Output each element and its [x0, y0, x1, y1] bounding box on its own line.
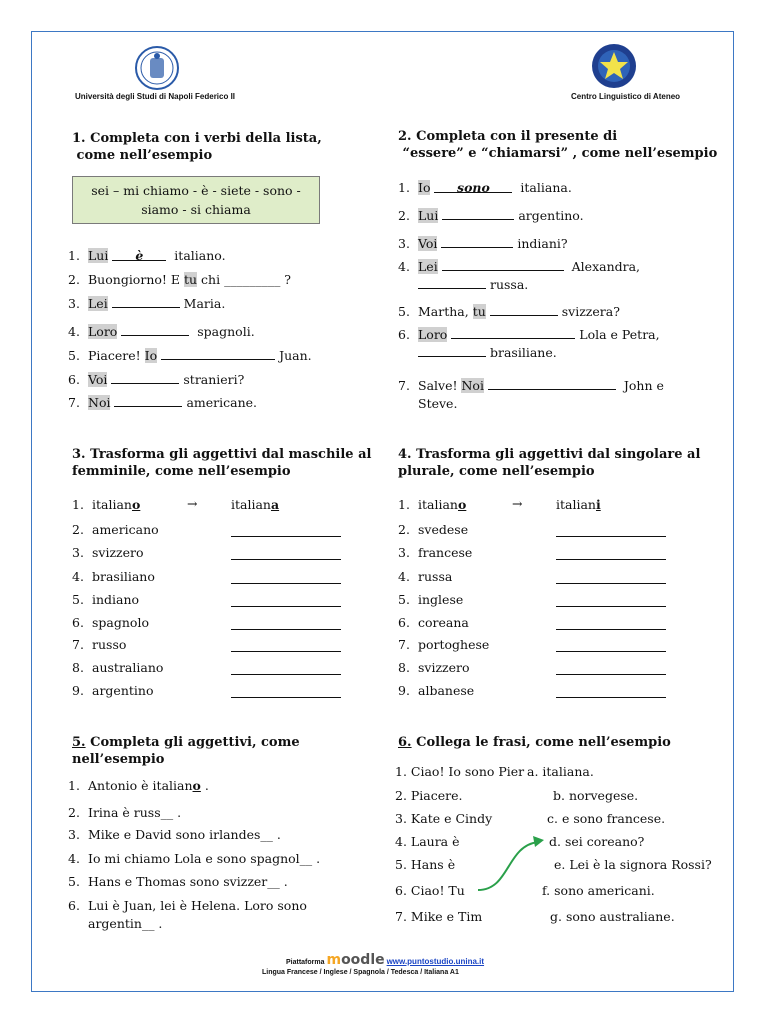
ex4-item-6: 6. coreana — [398, 615, 469, 630]
ex2-item-4-cont: russa. — [418, 276, 528, 292]
moodle-logo: moodle — [326, 952, 385, 968]
ex1-item-3: 3. Lei Maria. — [68, 296, 226, 311]
ex6-right-item: c. e sono francese. — [547, 811, 666, 826]
ex4-example: 1. italiano — [398, 497, 467, 512]
ex3-example-answer: italiana — [231, 497, 280, 512]
ex4-example-answer: italiani — [556, 497, 601, 512]
ex6-right-item: f. sono americani. — [542, 883, 655, 898]
ex3-example: 1. italiano — [72, 497, 141, 512]
ex6-left-item: 3. Kate e Cindy — [395, 811, 493, 826]
ex1-item-5: 5. Piacere! Io Juan. — [68, 348, 312, 363]
ex3-answer-line — [231, 683, 341, 702]
ex3-answer-line — [231, 592, 341, 611]
ex6-right-item: e. Lei è la signora Rossi? — [554, 857, 712, 872]
ex2-item-7: 7. Salve! Noi John e — [398, 378, 664, 393]
ex5-title: 5. Completa gli aggettivi, come nell’esempio — [72, 735, 300, 767]
ex5-item-6-cont: argentin__ . — [88, 916, 163, 931]
ex5-item-5: 5. Hans e Thomas sono svizzer__ . — [68, 874, 288, 889]
ex6-right-item: b. norvegese. — [553, 788, 639, 803]
ex3-item-5: 5. indiano — [72, 592, 140, 607]
ex4-answer-line — [556, 545, 666, 564]
ex2-item-5: 5. Martha, tu svizzera? — [398, 304, 620, 319]
ex4-answer-line — [556, 569, 666, 588]
ex5-item-1: 1. Antonio è italiano . — [68, 778, 209, 793]
ex3-answer-line — [231, 637, 341, 656]
ex3-item-9: 9. argentino — [72, 683, 154, 698]
ex6-right-item: a. italiana. — [527, 764, 594, 779]
ex3-item-6: 6. spagnolo — [72, 615, 149, 630]
ex4-title: 4. Trasforma gli aggettivi dal singolare al plurale, come nell’esempio — [398, 447, 701, 479]
ex3-item-7: 7. russo — [72, 637, 127, 652]
ex4-answer-line — [556, 637, 666, 656]
ex3-answer-line — [231, 522, 341, 541]
ex4-item-2: 2. svedese — [398, 522, 469, 537]
ex4-item-3: 3. francese — [398, 545, 473, 560]
ex4-item-5: 5. inglese — [398, 592, 464, 607]
ex5-item-4: 4. Io mi chiamo Lola e sono spagnol__ . — [68, 851, 321, 866]
ex6-left-item: 5. Hans è — [395, 857, 456, 872]
ex4-answer-line — [556, 522, 666, 541]
left-institution: Università degli Studi di Napoli Federico II — [75, 92, 236, 101]
ex4-item-9: 9. albanese — [398, 683, 475, 698]
ex2-item-6: 6. Loro Lola e Petra, — [398, 327, 660, 342]
ex5-item-2: 2. Irina è russ__ . — [68, 805, 182, 820]
ex6-right-item: g. sono australiane. — [550, 909, 675, 924]
footer-url-link[interactable]: www.puntostudio.unina.it — [386, 957, 485, 966]
ex2-title: 2. Completa con il presente di “essere” e “chiamarsi” , come nell’esempio — [398, 129, 718, 161]
ex6-left-item: 7. Mike e Tim — [395, 909, 483, 924]
ex1-item-7: 7. Noi americane. — [68, 395, 257, 410]
connection-arrow-icon — [470, 832, 550, 896]
ex4-answer-line — [556, 592, 666, 611]
ex1-title: 1. Completa con i verbi della lista, come nell’esempio — [72, 131, 322, 163]
ex1-item-2: 2. Buongiorno! E tu chi _________ ? — [68, 272, 291, 287]
ex3-answer-line — [231, 615, 341, 634]
ex4-item-8: 8. svizzero — [398, 660, 470, 675]
ex1-item-1: 1. Lui è italiano. — [68, 248, 226, 263]
ex3-answer-line — [231, 569, 341, 588]
ex3-title: 3. Trasforma gli aggettivi dal maschile al femminile, come nell’esempio — [72, 447, 372, 479]
ex3-answer-line — [231, 660, 341, 679]
ex2-item-6-cont: brasiliane. — [418, 344, 557, 360]
ex3-arrow-icon: → — [187, 496, 198, 511]
ex3-item-8: 8. australiano — [72, 660, 164, 675]
ex4-answer-line — [556, 683, 666, 702]
ex6-right-item: d. sei coreano? — [549, 834, 645, 849]
ex1-item-6: 6. Voi stranieri? — [68, 372, 245, 387]
ex4-answer-line — [556, 660, 666, 679]
ex6-left-item: 2. Piacere. — [395, 788, 463, 803]
ex4-answer-line — [556, 615, 666, 634]
ex3-item-4: 4. brasiliano — [72, 569, 155, 584]
footer-courses: Lingua Francese / Inglese / Spagnola / Tedesca / Italiana A1 — [262, 969, 459, 976]
ex3-item-3: 3. svizzero — [72, 545, 144, 560]
ex2-item-1: 1. Io sono italiana. — [398, 180, 572, 195]
ex3-item-2: 2. americano — [72, 522, 159, 537]
ex2-item-4: 4. Lei Alexandra, — [398, 259, 641, 274]
ex5-item-6: 6. Lui è Juan, lei è Helena. Loro sono — [68, 898, 307, 913]
ex6-left-item: 6. Ciao! Tu — [395, 883, 465, 898]
footer-platform-line: Piattaforma moodle www.puntostudio.unina.it — [286, 952, 485, 968]
ex2-item-3: 3. Voi indiani? — [398, 236, 568, 251]
ex1-word-box: sei – mi chiamo - è - siete - sono - siamo - si chiama — [72, 176, 320, 224]
ex6-title: 6. Collega le frasi, come nell’esempio — [398, 735, 671, 750]
ex5-item-3: 3. Mike e David sono irlandes__ . — [68, 827, 281, 842]
ex1-item-4: 4. Loro spagnoli. — [68, 324, 255, 339]
ex4-item-7: 7. portoghese — [398, 637, 490, 652]
language-center-logo-icon — [588, 42, 640, 90]
ex2-item-2: 2. Lui argentino. — [398, 208, 584, 223]
ex6-left-item: 4. Laura è — [395, 834, 460, 849]
university-seal-icon — [133, 46, 181, 90]
ex4-arrow-icon: → — [512, 496, 523, 511]
ex2-item-7-cont: Steve. — [418, 396, 458, 411]
right-institution: Centro Linguistico di Ateneo — [571, 92, 681, 101]
ex3-answer-line — [231, 545, 341, 564]
ex6-left-item: 1. Ciao! Io sono Pier — [395, 764, 525, 779]
ex4-item-4: 4. russa — [398, 569, 453, 584]
